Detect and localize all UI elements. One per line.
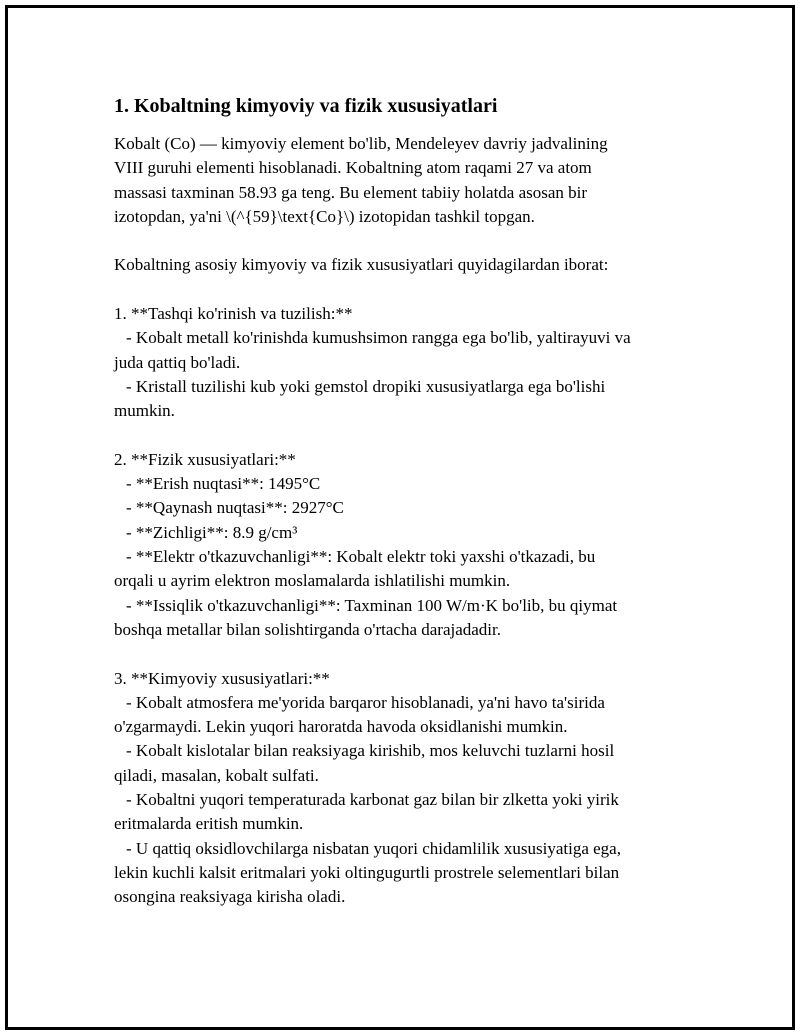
lead-paragraph: Kobaltning asosiy kimyoviy va fizik xususiyatlari quyidagilardan iborat: — [114, 255, 609, 275]
list-item-continuation: o'zgarmaydi. Lekin yuqori haroratda havoda oksidlanishi mumkin. — [114, 717, 568, 737]
spacer — [114, 424, 689, 448]
list-item-continuation: osongina reaksiyaga kirisha oladi. — [114, 887, 346, 907]
intro-line: izotopdan, ya'ni \(^{59}\text{Co}\) izotopidan tashkil topgan. — [114, 206, 535, 226]
section-title: 2. **Fizik xususiyatlari:** — [114, 449, 296, 469]
spacer — [114, 229, 689, 253]
section-chemical — [114, 667, 689, 910]
list-item: - Kobalt metall ko'rinishda kumushsimon rangga ega bo'lib, yaltirayuvi va — [126, 328, 631, 348]
intro-paragraph — [114, 132, 689, 229]
list-item: - **Zichligi**: 8.9 g/cm³ — [126, 522, 298, 542]
list-item: - **Erish nuqtasi**: 1495°C — [126, 474, 321, 494]
list-item-continuation: qiladi, masalan, kobalt sulfati. — [114, 765, 319, 785]
intro-line: massasi taxminan 58.93 ga teng. Bu element tabiiy holatda asosan bir — [114, 182, 588, 202]
spacer — [114, 642, 689, 666]
spacer — [114, 278, 689, 302]
list-item: - Kobalt atmosfera me'yorida barqaror hisoblanadi, ya'ni havo ta'sirida — [126, 692, 605, 712]
list-item-continuation: mumkin. — [114, 401, 175, 421]
list-item: - Kobaltni yuqori temperaturada karbonat gaz bilan bir zlketta yoki yirik — [126, 790, 619, 810]
section-title: 3. **Kimyoviy xususiyatlari:** — [114, 668, 330, 688]
list-item-continuation: orqali u ayrim elektron moslamalarda ishlatilishi mumkin. — [114, 571, 511, 591]
list-item-continuation: juda qattiq bo'ladi. — [114, 352, 241, 372]
list-item: - **Issiqlik o'tkazuvchanligi**: Taxminan 100 W/m·K bo'lib, bu qiymat — [126, 595, 618, 615]
document-content — [114, 93, 689, 910]
intro-line: Kobalt (Co) — kimyoviy element bo'lib, Mendeleyev davriy jadvalining — [114, 134, 608, 153]
page-title: 1. Kobaltning kimyoviy va fizik xususiyatlari — [114, 95, 498, 117]
list-item: - U qattiq oksidlovchilarga nisbatan yuqori chidamlilik xususiyatiga ega, — [126, 838, 621, 858]
list-item: - Kobalt kislotalar bilan reaksiyaga kirishib, mos keluvchi tuzlarni hosil — [126, 741, 615, 761]
section-title: 1. **Tashqi ko'rinish va tuzilish:** — [114, 304, 353, 324]
list-item-continuation: lekin kuchli kalsit eritmalari yoki oltingugurtli prostrele selementlari bilan — [114, 862, 620, 882]
list-item: - **Qaynash nuqtasi**: 2927°C — [126, 498, 344, 518]
section-lines — [114, 472, 689, 642]
section-physical — [114, 448, 689, 642]
intro-line: VIII guruhi elementi hisoblanadi. Kobaltning atom raqami 27 va atom — [114, 158, 592, 178]
section-lines — [114, 326, 689, 423]
section-lines — [114, 691, 689, 910]
list-item-continuation: boshqa metallar bilan solishtirganda o'rtacha darajadadir. — [114, 619, 502, 639]
list-item: - **Elektr o'tkazuvchanligi**: Kobalt elektr toki yaxshi o'tkazadi, bu — [126, 547, 596, 567]
list-item: - Kristall tuzilishi kub yoki gemstol dropiki xususiyatlarga ega bo'lishi — [126, 376, 606, 396]
list-item-continuation: eritmalarda eritish mumkin. — [114, 814, 304, 834]
section-appearance — [114, 302, 689, 423]
